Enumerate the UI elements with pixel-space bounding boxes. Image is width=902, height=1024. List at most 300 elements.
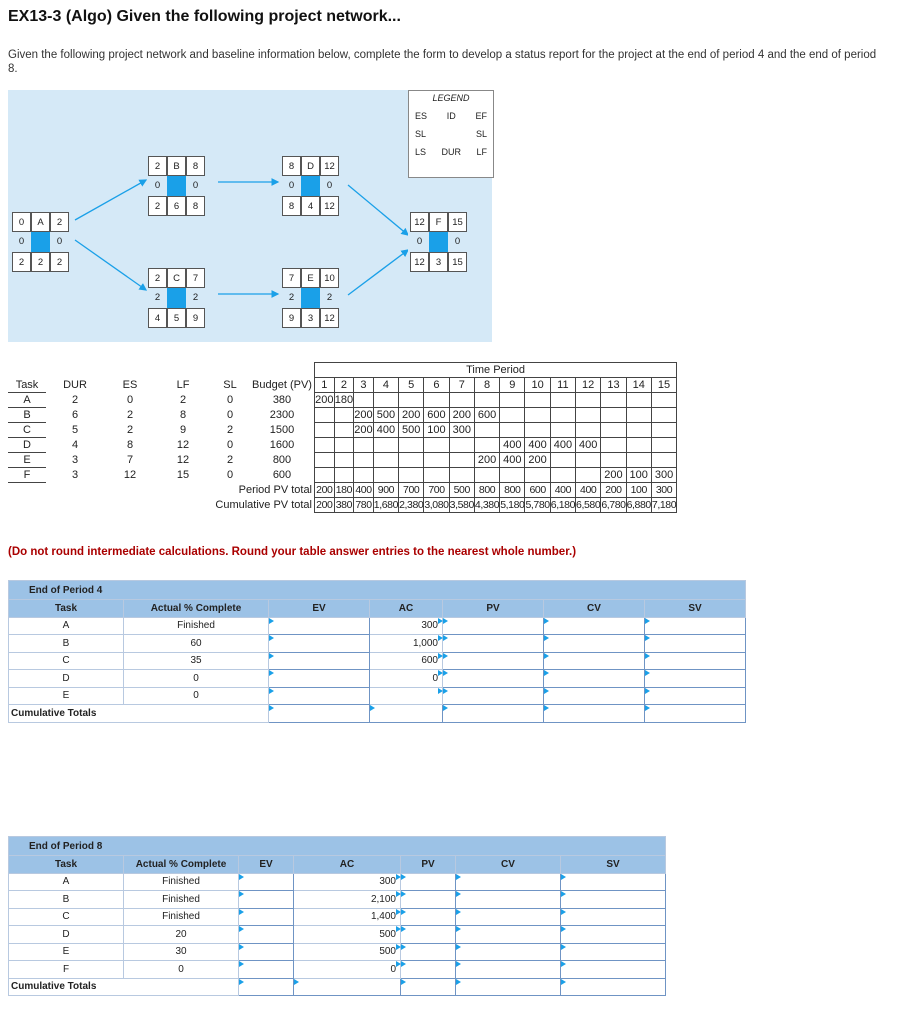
tt-task: E: [8, 453, 46, 468]
cumulative-pv-total-label: Cumulative PV total: [215, 499, 312, 511]
arrow-a-b: [75, 180, 146, 220]
tt-period-value: [651, 423, 676, 438]
node-d-bot-1: 4: [301, 196, 320, 216]
tt-spacer: [8, 363, 46, 378]
cumulative-pv-total-value: 6,580: [576, 499, 601, 511]
form-row-c: [9, 652, 746, 670]
node-f-mid-2: 0: [454, 236, 461, 247]
tt-es: 0: [126, 394, 134, 406]
node-b-mid-0: 0: [154, 180, 161, 191]
total-ev-input[interactable]: [239, 978, 294, 996]
sv-input[interactable]: [561, 961, 666, 979]
tt-period-value: 300: [651, 468, 676, 483]
tt-period-value: 500: [373, 408, 398, 423]
cv-input[interactable]: [456, 926, 561, 944]
period-header-9: 9: [500, 378, 525, 393]
node-d-top-1: D: [301, 156, 320, 176]
tt-period-value: 400: [550, 438, 575, 453]
tt-header-5: Budget (PV): [252, 379, 312, 391]
actual-percent-complete: Finished: [124, 908, 239, 926]
tt-period-value: 200: [449, 408, 474, 423]
tt-period-value: [474, 438, 499, 453]
sv-input[interactable]: [645, 652, 746, 670]
actual-percent-complete: 0: [124, 961, 239, 979]
task-label: F: [9, 961, 124, 979]
col-header-sv: SV: [645, 600, 746, 618]
period-header-1: 1: [315, 378, 335, 393]
ev-input[interactable]: [239, 891, 294, 909]
tt-period-value: 600: [474, 408, 499, 423]
period-pv-total-value: 100: [626, 483, 651, 498]
node-a-top-1: A: [31, 212, 50, 232]
tt-period-value: 200: [354, 424, 373, 436]
actual-percent-complete: 35: [124, 652, 269, 670]
tt-period-value: [550, 468, 575, 483]
node-d-top-2: 12: [320, 156, 339, 176]
period-header-14: 14: [626, 378, 651, 393]
tt-period-value: [601, 423, 626, 438]
tt-period-value: 400: [525, 438, 550, 453]
col-header-task: Task: [9, 600, 124, 618]
tt-spacer: [210, 363, 250, 378]
period-header-12: 12: [576, 378, 601, 393]
pv-input[interactable]: [443, 670, 544, 688]
tt-row-c: [8, 423, 677, 438]
total-cv-input[interactable]: [544, 705, 645, 723]
tt-period-value: [626, 393, 651, 408]
total-sv-input[interactable]: [561, 978, 666, 996]
tt-dur: 3: [71, 469, 79, 481]
node-f-top-2: 15: [448, 212, 467, 232]
ev-input[interactable]: [269, 687, 370, 705]
col-header-pv: PV: [401, 856, 456, 874]
period-pv-total-value: 800: [500, 483, 525, 498]
ev-input[interactable]: [239, 926, 294, 944]
tt-period-value: [474, 468, 499, 483]
tt-period-value: [449, 393, 474, 408]
tt-spacer: [46, 363, 104, 378]
tt-period-value: [315, 468, 335, 483]
activity-node-d: [282, 156, 339, 216]
cumulative-pv-total-value: 6,180: [550, 499, 576, 511]
tt-dur: 5: [71, 424, 79, 436]
cumulative-pv-total-value: 7,180: [651, 499, 677, 511]
tt-period-value: [399, 393, 424, 408]
period-pv-total-value: 180: [335, 484, 353, 496]
sv-input[interactable]: [561, 873, 666, 891]
node-c-bot-1: 5: [167, 308, 186, 328]
period-header-13: 13: [601, 378, 626, 393]
form-row-c: [9, 908, 666, 926]
tt-sl: 0: [226, 394, 234, 406]
tt-dur: 3: [71, 454, 79, 466]
node-f-top-1: F: [429, 212, 448, 232]
ac-value: 500: [294, 926, 401, 944]
form8-caption: End of Period 8: [9, 837, 666, 856]
cv-input[interactable]: [456, 943, 561, 961]
node-d-mid-0: 0: [288, 180, 295, 191]
node-a-bot-2: 2: [50, 252, 69, 272]
actual-percent-complete: 0: [124, 670, 269, 688]
tt-spacer: [250, 363, 315, 378]
tt-lf: 8: [179, 409, 187, 421]
tt-period-value: [373, 468, 398, 483]
tt-es: 8: [126, 439, 134, 451]
sv-input[interactable]: [645, 617, 746, 635]
sv-input[interactable]: [645, 687, 746, 705]
activity-node-a: [12, 212, 69, 272]
ev-input[interactable]: [239, 961, 294, 979]
legend-sl-right: SL: [475, 129, 487, 139]
cv-input[interactable]: [456, 873, 561, 891]
node-a-bot-0: 2: [12, 252, 31, 272]
cumulative-pv-total-value: 5,180: [500, 499, 525, 511]
cumulative-pv-total-value: 200: [316, 499, 333, 511]
cumulative-pv-total-value: 780: [355, 499, 372, 511]
node-f-bot-1: 3: [429, 252, 448, 272]
total-pv-input[interactable]: [443, 705, 544, 723]
page-title: EX13-3 (Algo) Given the following project network...: [8, 8, 401, 25]
task-label: E: [9, 687, 124, 705]
node-e-bot-0: 9: [282, 308, 301, 328]
tt-task: F: [8, 468, 46, 483]
task-label: B: [9, 635, 124, 653]
tt-row-d: [8, 438, 677, 453]
tt-lf: 15: [176, 469, 190, 481]
form-row-e: [9, 687, 746, 705]
period-pv-total-value: 400: [576, 483, 601, 498]
node-b-bot-0: 2: [148, 196, 167, 216]
sv-input[interactable]: [561, 943, 666, 961]
total-ev-input[interactable]: [269, 705, 370, 723]
form-row-d: [9, 670, 746, 688]
node-f-bot-0: 12: [410, 252, 429, 272]
tt-task: C: [8, 423, 46, 438]
legend-dur: DUR: [441, 147, 461, 157]
period-pv-total-value: 800: [474, 483, 499, 498]
tt-period-value: [449, 453, 474, 468]
total-sv-input[interactable]: [645, 705, 746, 723]
tt-period-value: 200: [474, 453, 499, 468]
task-label: E: [9, 943, 124, 961]
task-label: C: [9, 908, 124, 926]
ac-value: 500: [294, 943, 401, 961]
node-f-mid-1: [429, 232, 448, 252]
tt-period-value: [334, 423, 354, 438]
tt-period-value: [399, 468, 424, 483]
node-e-mid-1: [301, 288, 320, 308]
tt-period-value: [651, 408, 676, 423]
tt-lf: 9: [179, 424, 187, 436]
legend-ef: EF: [475, 111, 487, 121]
task-label: D: [9, 926, 124, 944]
node-d-bot-0: 8: [282, 196, 301, 216]
sv-input[interactable]: [561, 926, 666, 944]
cv-input[interactable]: [456, 891, 561, 909]
legend-id: ID: [446, 111, 456, 121]
total-pv-input[interactable]: [401, 978, 456, 996]
actual-percent-complete: 60: [124, 635, 269, 653]
tt-period-value: 200: [525, 453, 550, 468]
col-header-sv: SV: [561, 856, 666, 874]
tt-period-value: [601, 438, 626, 453]
node-f-top-0: 12: [410, 212, 429, 232]
period-header-11: 11: [550, 378, 575, 393]
tt-period-value: [474, 393, 499, 408]
ac-value: 300: [294, 873, 401, 891]
tt-row-b: [8, 408, 677, 423]
ev-input[interactable]: [269, 617, 370, 635]
cv-input[interactable]: [544, 652, 645, 670]
col-header-ac: AC: [370, 600, 443, 618]
pv-input[interactable]: [443, 617, 544, 635]
col-header-cv: CV: [456, 856, 561, 874]
cv-input[interactable]: [456, 961, 561, 979]
node-c-top-1: C: [167, 268, 186, 288]
cumulative-pv-total-value: 6,780: [601, 499, 626, 511]
sv-input[interactable]: [561, 891, 666, 909]
node-e-mid-0: 2: [288, 292, 295, 303]
cumulative-pv-total-value: 3,080: [424, 499, 449, 511]
tt-period-value: [525, 423, 550, 438]
col-header-ev: EV: [239, 856, 294, 874]
tt-period-value: 200: [601, 468, 626, 483]
tt-header-4: SL: [223, 379, 237, 391]
node-b-top-1: B: [167, 156, 186, 176]
cumulative-pv-total-value: 3,580: [449, 499, 474, 511]
activity-node-f: [410, 212, 467, 272]
tt-period-value: [601, 408, 626, 423]
tt-period-value: [576, 423, 601, 438]
tt-task: A: [8, 393, 46, 408]
tt-period-value: 500: [399, 423, 424, 438]
time-period-label: Time Period: [315, 363, 677, 378]
col-header-actual-complete: Actual % Complete: [124, 856, 239, 874]
pv-input[interactable]: [443, 652, 544, 670]
tt-period-value: 200: [315, 394, 334, 406]
tt-sl: 0: [226, 469, 234, 481]
period-header-6: 6: [424, 378, 449, 393]
actual-percent-complete: 30: [124, 943, 239, 961]
node-e-mid-2: 2: [326, 292, 333, 303]
tt-period-value: [354, 393, 374, 408]
period-pv-total-value: 400: [550, 483, 575, 498]
ac-value: 0: [370, 670, 443, 688]
tt-task: B: [8, 408, 46, 423]
ac-value: 2,100: [294, 891, 401, 909]
legend: [408, 90, 494, 178]
tt-row-f: [8, 468, 677, 483]
node-e-top-1: E: [301, 268, 320, 288]
task-label: A: [9, 873, 124, 891]
period-pv-total-value: 300: [651, 483, 676, 498]
node-f-bot-2: 15: [448, 252, 467, 272]
pv-input[interactable]: [443, 635, 544, 653]
legend-ls: LS: [415, 147, 427, 157]
total-ac-input[interactable]: [294, 978, 401, 996]
tt-period-value: 180: [334, 394, 354, 406]
form4-caption: End of Period 4: [9, 581, 746, 600]
ev-input[interactable]: [239, 943, 294, 961]
form-row-b: [9, 635, 746, 653]
period-header-4: 4: [373, 378, 398, 393]
node-b-mid-1: [167, 176, 186, 196]
tt-period-value: [424, 453, 449, 468]
cumulative-pv-total-value: 1,680: [373, 499, 399, 511]
arrow-d-f: [348, 185, 408, 235]
tt-period-value: [315, 408, 335, 423]
tt-spacer: [156, 363, 210, 378]
period-header-10: 10: [525, 378, 550, 393]
ev-input[interactable]: [269, 670, 370, 688]
tt-dur: 4: [71, 439, 79, 451]
tt-row-a: [8, 393, 677, 408]
period-header-5: 5: [399, 378, 424, 393]
ev-input[interactable]: [269, 652, 370, 670]
tt-period-value: [373, 393, 398, 408]
tt-period-value: [424, 393, 449, 408]
sv-input[interactable]: [645, 635, 746, 653]
cv-input[interactable]: [544, 670, 645, 688]
period-pv-total-value: 900: [373, 483, 398, 498]
tt-period-value: [315, 423, 335, 438]
tt-dur: 2: [71, 394, 79, 406]
cumulative-pv-total-value: 5,780: [525, 499, 550, 511]
pv-input[interactable]: [401, 873, 456, 891]
node-a-mid-2: 0: [56, 236, 63, 247]
cv-input[interactable]: [544, 635, 645, 653]
tt-period-value: [449, 438, 474, 453]
pv-input[interactable]: [401, 891, 456, 909]
tt-row-e: [8, 453, 677, 468]
time-phased-budget-table: [8, 362, 677, 513]
tt-period-value: 100: [424, 423, 449, 438]
legend-es: ES: [415, 111, 428, 121]
col-header-task: Task: [9, 856, 124, 874]
node-e-top-2: 10: [320, 268, 339, 288]
tt-period-value: [626, 453, 651, 468]
tt-period-value: [626, 438, 651, 453]
tt-es: 2: [126, 409, 134, 421]
node-e-bot-1: 3: [301, 308, 320, 328]
tt-header-0: Task: [15, 378, 39, 391]
tt-period-value: [315, 453, 335, 468]
tt-period-value: [424, 468, 449, 483]
tt-period-value: [449, 468, 474, 483]
tt-es: 7: [126, 454, 134, 466]
tt-pv: 600: [272, 469, 292, 481]
pv-input[interactable]: [401, 908, 456, 926]
tt-pv: 1600: [269, 439, 295, 451]
period-4-status-form: [8, 580, 746, 723]
ev-input[interactable]: [269, 635, 370, 653]
tt-period-value: [500, 393, 525, 408]
tt-period-value: [354, 438, 374, 453]
form-row-a: [9, 873, 666, 891]
cumulative-pv-total-value: 6,880: [626, 499, 651, 511]
tt-period-value: [500, 408, 525, 423]
sv-input[interactable]: [645, 670, 746, 688]
period-8-status-form: [8, 836, 666, 996]
total-cv-input[interactable]: [456, 978, 561, 996]
tt-period-value: [354, 468, 374, 483]
sv-input[interactable]: [561, 908, 666, 926]
period-pv-total-value: 200: [601, 483, 626, 498]
pv-input[interactable]: [401, 943, 456, 961]
tt-period-value: [651, 438, 676, 453]
pv-input[interactable]: [401, 961, 456, 979]
tt-period-value: [601, 393, 626, 408]
node-c-mid-2: 2: [192, 292, 199, 303]
form-row-f: [9, 961, 666, 979]
tt-period-value: [474, 423, 499, 438]
period-pv-total-value: 400: [355, 484, 372, 496]
tt-period-value: 200: [354, 409, 373, 421]
intro-text: Given the following project network and baseline information below, complete the form to develop a status report for the project at the end of period 4 and the end of period 8.: [8, 49, 877, 75]
cumulative-totals-label: Cumulative Totals: [9, 705, 269, 723]
tt-es: 12: [123, 469, 137, 481]
node-d-mid-1: [301, 176, 320, 196]
node-d-bot-2: 12: [320, 196, 339, 216]
tt-sl: 0: [226, 409, 234, 421]
arrow-e-f: [348, 250, 408, 295]
actual-percent-complete: 0: [124, 687, 269, 705]
node-f-mid-0: 0: [416, 236, 423, 247]
tt-period-value: [576, 408, 601, 423]
form-row-d: [9, 926, 666, 944]
tt-period-value: [399, 453, 424, 468]
tt-period-value: 400: [373, 423, 398, 438]
ev-input[interactable]: [239, 873, 294, 891]
activity-node-e: [282, 268, 339, 328]
tt-period-value: [525, 408, 550, 423]
cumulative-pv-total-value: 4,380: [474, 499, 500, 511]
tt-period-value: 100: [626, 468, 651, 483]
cv-input[interactable]: [544, 687, 645, 705]
node-a-top-2: 2: [50, 212, 69, 232]
cv-input[interactable]: [544, 617, 645, 635]
period-pv-total-value: 700: [399, 483, 424, 498]
ac-value: [370, 687, 443, 705]
total-ac-input[interactable]: [370, 705, 443, 723]
pv-input[interactable]: [443, 687, 544, 705]
pv-input[interactable]: [401, 926, 456, 944]
tt-header-1: DUR: [63, 379, 87, 391]
form-row-a: [9, 617, 746, 635]
tt-pv: 380: [272, 394, 292, 406]
tt-dur: 6: [71, 409, 79, 421]
actual-percent-complete: Finished: [124, 891, 239, 909]
tt-es: 2: [126, 424, 134, 436]
tt-period-value: 400: [576, 438, 601, 453]
cumulative-pv-total-value: 380: [335, 499, 353, 511]
tt-lf: 12: [176, 439, 190, 451]
node-a-top-0: 0: [12, 212, 31, 232]
legend-sl-left: SL: [415, 129, 427, 139]
ac-value: 300: [370, 617, 443, 635]
tt-spacer: [104, 363, 156, 378]
period-header-2: 2: [334, 378, 354, 393]
activity-node-b: [148, 156, 205, 216]
period-pv-total-value: 700: [424, 483, 449, 498]
period-header-7: 7: [449, 378, 474, 393]
task-label: D: [9, 670, 124, 688]
cv-input[interactable]: [456, 908, 561, 926]
actual-percent-complete: Finished: [124, 873, 239, 891]
ev-input[interactable]: [239, 908, 294, 926]
tt-period-value: [334, 468, 354, 483]
node-c-top-2: 7: [186, 268, 205, 288]
